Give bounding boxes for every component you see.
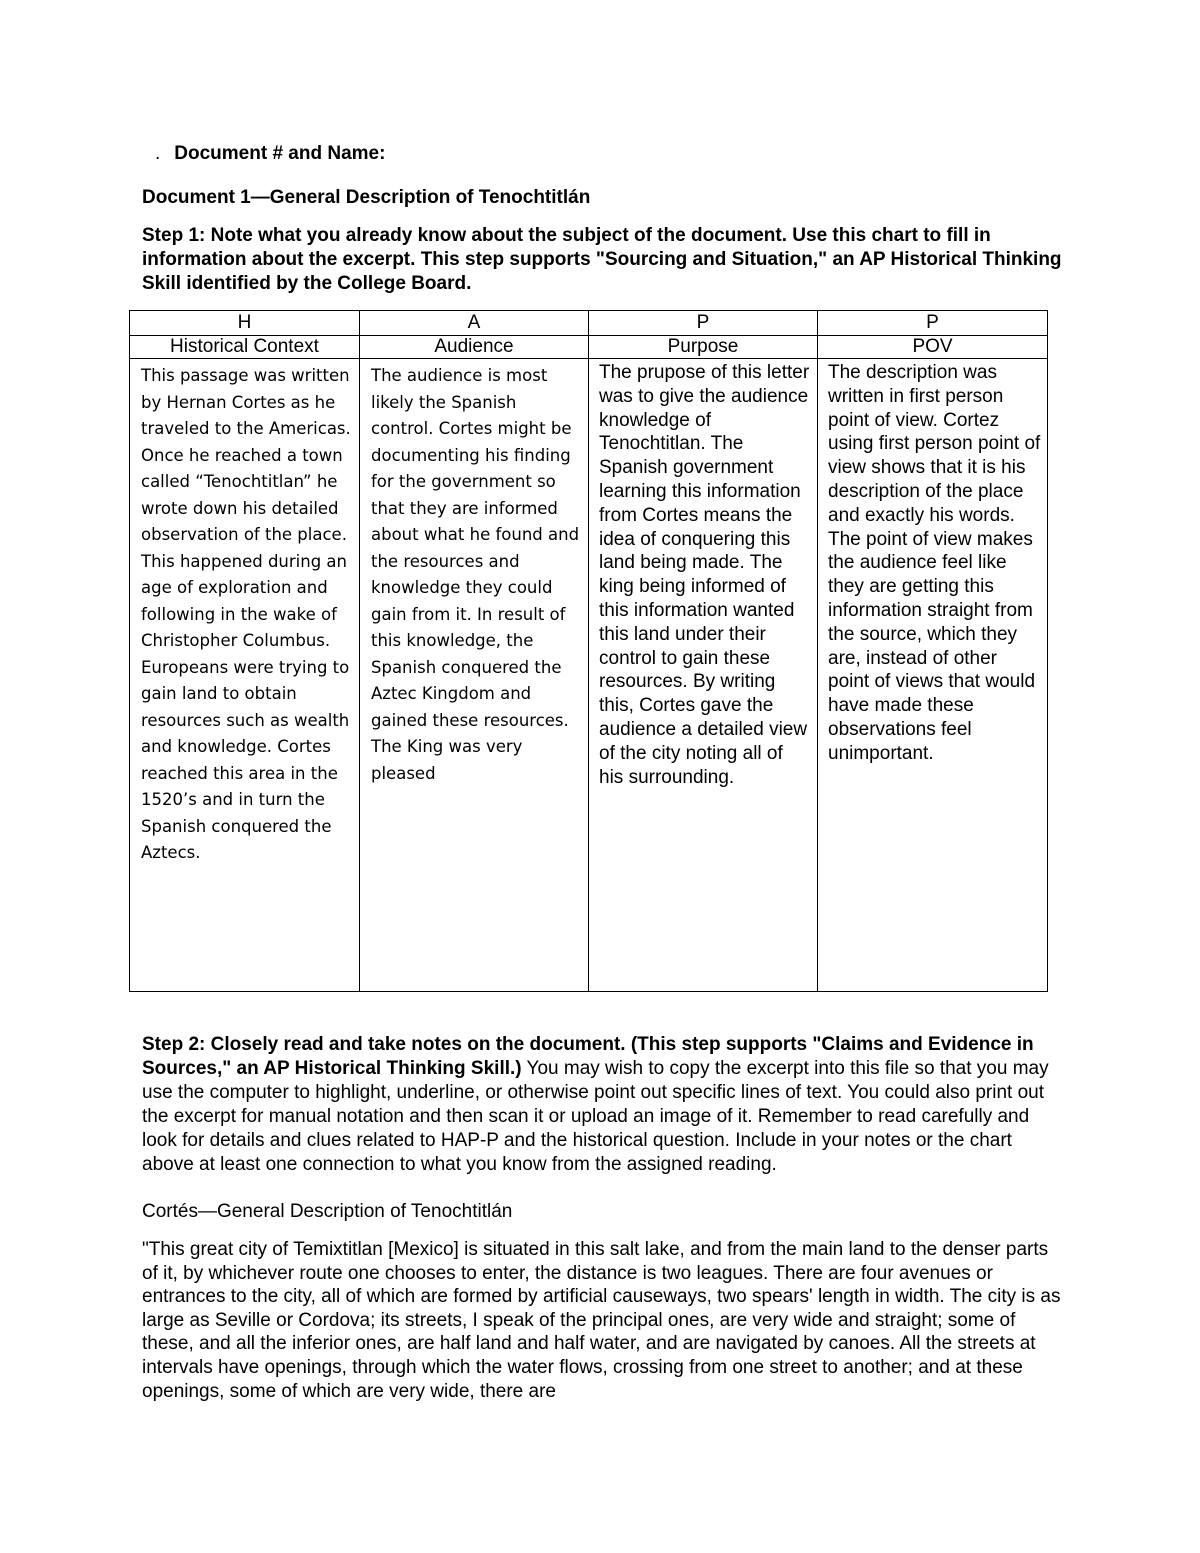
table-row-content — [130, 359, 1048, 992]
pov-cell[interactable] — [818, 359, 1048, 992]
audience-cell[interactable] — [360, 359, 589, 992]
audience-text: The audience is most likely the Spanish control. Cortes might be documenting his finding for the government so that they are informed about what he found and the resources and knowledge they could gain from it. In result of this knowledge, the Spanish conquered the Aztec Kingdom and gained these resources. The King was very pleased — [371, 366, 580, 783]
list-marker: . — [155, 143, 161, 164]
step2-normal-text: You may wish to copy the excerpt into this file so that you may use the computer to highlight, underline, or otherwise point out specific lines of text. You could also print out the excerpt for manual notation and then scan it or upload an image of it. Remember to read carefully and look for details and clues related to HAP-P and the historical question. Include in your notes or the chart above at least one connection to what you know from the assigned reading. — [142, 1058, 1049, 1175]
step1-instructions: Step 1: Note what you already know about the subject of the document. Use this chart to fill in information about the excerpt. This step supports "Sourcing and Situation," an AP Historical Thinking Skill identified by the College Board. — [142, 225, 1062, 294]
historical-context-text: This passage was written by Hernan Cortes as he traveled to the Americas. Once he reached a town called “Tenochtitlan” he wrote down his detailed observation of the place. This happened during an age of exploration and following in the wake of Christopher Columbus. Europeans were trying to gain land to obtain resources such as wealth and knowledge. Cortes reached this area in the 1520’s and in turn the Spanish conquered the Aztecs. — [141, 366, 351, 862]
historical-context-header: Historical Context — [130, 336, 360, 359]
pov-header: POV — [818, 336, 1048, 359]
purpose-header: Purpose — [589, 336, 818, 359]
table-row-letters — [130, 311, 1048, 336]
step2-instructions — [142, 1033, 1062, 1177]
happ-chart-table — [129, 310, 1048, 992]
letter-a-cell: A — [360, 311, 589, 336]
table-row-labels — [130, 336, 1048, 359]
source-title: Cortés—General Description of Tenochtitlán — [142, 1201, 513, 1222]
document-title: Document 1—General Description of Tenochtitlán — [142, 187, 591, 208]
document-label-text: Document # and Name: — [174, 143, 386, 164]
historical-context-cell[interactable] — [130, 359, 360, 992]
letter-p2-cell: P — [818, 311, 1048, 336]
step2-bold-text: Step 2: Closely read and take notes on the document. (This step supports "Claims and Evidence in Sources," an AP Historical Thinking Skill.) — [142, 1034, 1034, 1079]
letter-p-cell: P — [589, 311, 818, 336]
document-label — [155, 142, 385, 166]
excerpt-text: "This great city of Temixtitlan [Mexico] is situated in this salt lake, and from the main land to the denser parts of it, by whichever route one chooses to enter, the distance is two leagues. There are four avenues or entrances to the city, all of which are formed by artificial causeways, two spears' length in width. The city is as large as Seville or Cordova; its streets, I speak of the principal ones, are very wide and straight; some of these, and all the inferior ones, are half land and half water, and are navigated by canoes. All the streets at intervals have openings, through which the water flows, crossing from one street to another; and at these openings, some of which are very wide, there are — [142, 1239, 1061, 1402]
purpose-cell[interactable] — [589, 359, 818, 992]
pov-text: The description was written in first person point of view. Cortez using first person point of view shows that it is his description of the place and exactly his words. The point of view makes the audience feel like they are getting this information straight from the source, which they are, instead of other point of views that would have made these observations feel unimportant. — [828, 362, 1041, 764]
letter-h-cell: H — [130, 311, 360, 336]
audience-header: Audience — [360, 336, 589, 359]
purpose-text: The prupose of this letter was to give the audience knowledge of Tenochtitlan. The Spanish government learning this information from Cortes means the idea of conquering this land being made. The king being informed of this information wanted this land under their control to gain these resources. By writing this, Cortes gave the audience a detailed view of the city noting all of his surrounding. — [599, 362, 810, 788]
